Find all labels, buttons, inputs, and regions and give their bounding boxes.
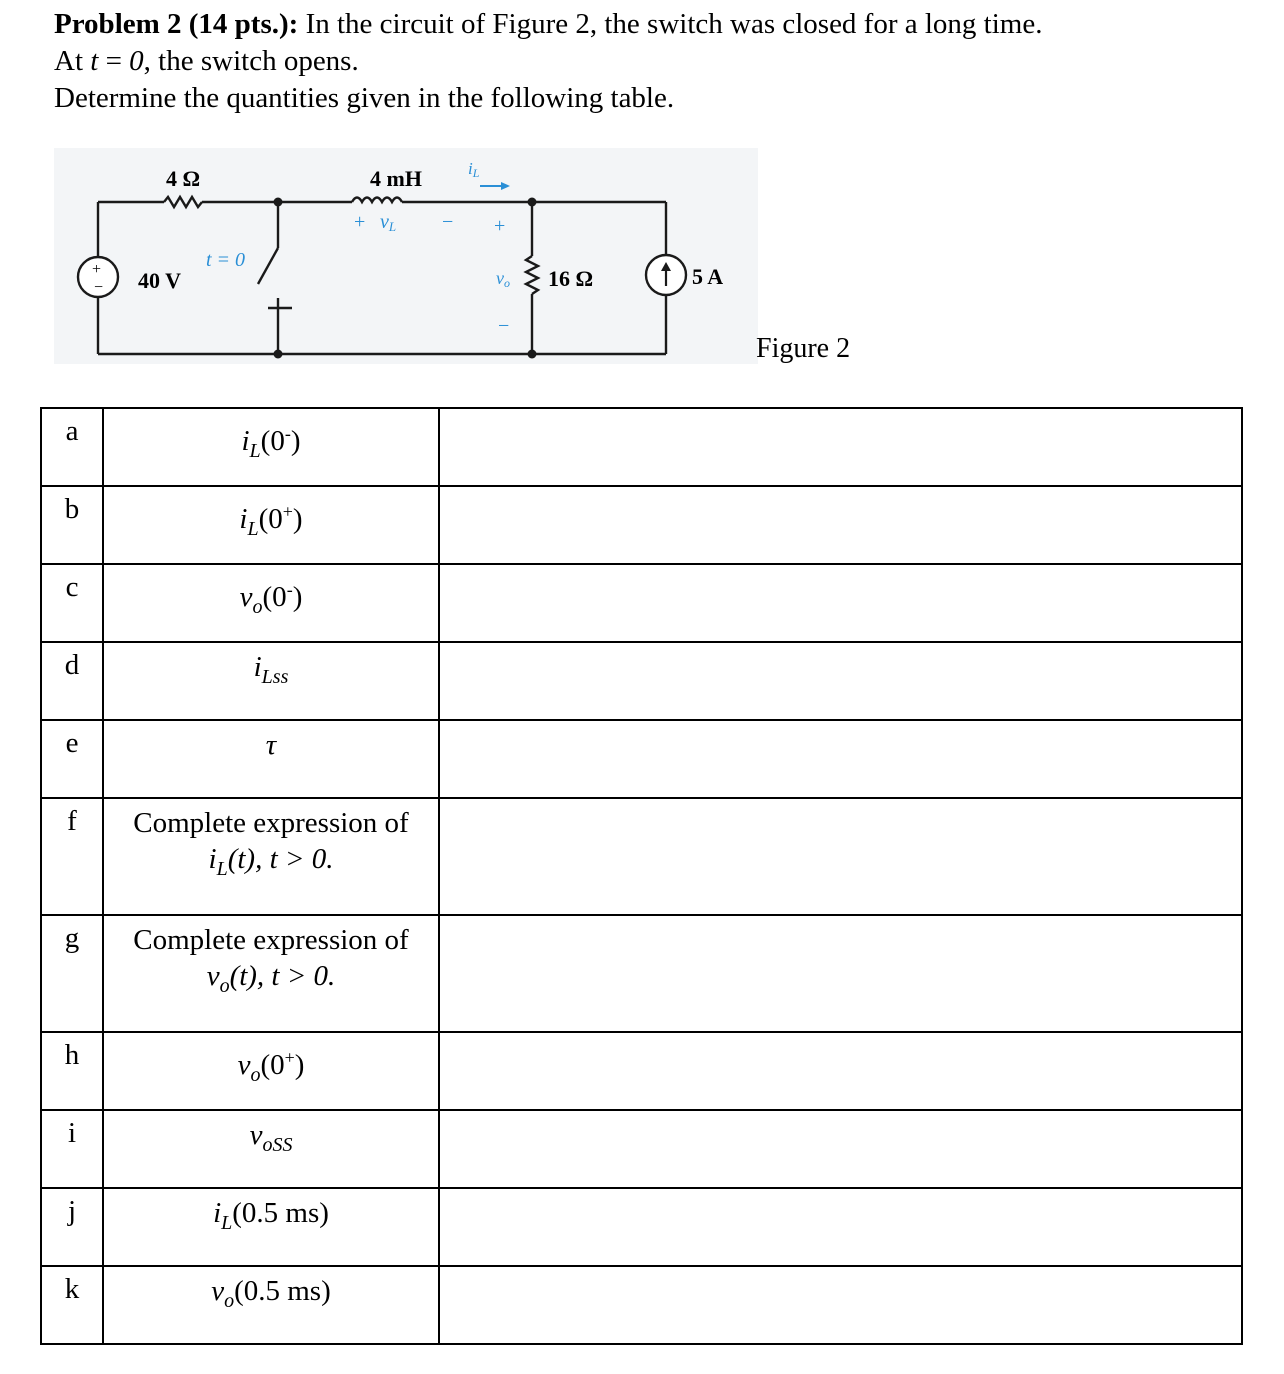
quantity-symbol: $i_{Lss}$ bbox=[253, 651, 289, 688]
quantity-symbol: $v_o(0.5$ ms) bbox=[211, 1275, 331, 1312]
label-vo-plus: + bbox=[494, 215, 506, 237]
row-quantity bbox=[103, 915, 439, 1032]
table-row bbox=[41, 798, 1242, 915]
table-row bbox=[41, 915, 1242, 1032]
row-quantity bbox=[103, 1032, 439, 1110]
answer-cell[interactable] bbox=[439, 486, 1242, 564]
answer-cell[interactable] bbox=[439, 720, 1242, 798]
table-row bbox=[41, 408, 1242, 486]
label-src-minus: − bbox=[94, 279, 104, 296]
table-row bbox=[41, 486, 1242, 564]
label-source-i: 5 A bbox=[692, 264, 724, 289]
answer-cell[interactable] bbox=[439, 642, 1242, 720]
label-r1: 4 Ω bbox=[166, 166, 201, 191]
answer-cell[interactable] bbox=[439, 1032, 1242, 1110]
row-letter: d bbox=[41, 642, 103, 720]
table-row bbox=[41, 564, 1242, 642]
equals-sign: = bbox=[98, 45, 130, 77]
row-letter: e bbox=[41, 720, 103, 798]
row-letter: i bbox=[41, 1110, 103, 1188]
answer-cell[interactable] bbox=[439, 408, 1242, 486]
label-vl: vL bbox=[380, 211, 397, 234]
figure-caption: Figure 2 bbox=[756, 333, 851, 364]
problem-label: Problem 2 (14 pts.): bbox=[54, 8, 299, 40]
row-quantity bbox=[103, 798, 439, 915]
label-vo: vo bbox=[496, 268, 510, 290]
table-row bbox=[41, 642, 1242, 720]
node-switch-top bbox=[274, 198, 283, 207]
node-r16-top bbox=[528, 198, 537, 207]
label-src-plus: + bbox=[92, 261, 102, 278]
table-row bbox=[41, 1266, 1242, 1344]
quantity-symbol: $v_o(0^-)$ bbox=[239, 579, 303, 618]
label-source-v: 40 V bbox=[138, 268, 181, 293]
row-letter: a bbox=[41, 408, 103, 486]
row-quantity bbox=[103, 642, 439, 720]
il-arrow-icon bbox=[480, 182, 510, 190]
inductor-4mH bbox=[352, 198, 402, 203]
circuit-figure bbox=[54, 148, 758, 364]
label-il: iL bbox=[468, 159, 480, 180]
answer-cell[interactable] bbox=[439, 915, 1242, 1032]
row-quantity bbox=[103, 1110, 439, 1188]
row-letter: f bbox=[41, 798, 103, 915]
label-vl-plus: + bbox=[354, 211, 366, 233]
quantity-symbol: τ bbox=[265, 729, 277, 761]
quantity-description: Complete expression of bbox=[133, 807, 409, 839]
switch-blade bbox=[258, 248, 278, 284]
quantity-symbol: $i_L(0^-)$ bbox=[241, 423, 301, 462]
resistor-4ohm bbox=[164, 197, 202, 207]
answer-cell[interactable] bbox=[439, 1110, 1242, 1188]
statement-text-2a: At bbox=[54, 45, 91, 77]
row-quantity bbox=[103, 486, 439, 564]
label-vl-minus: − bbox=[442, 211, 454, 233]
table-row bbox=[41, 1110, 1242, 1188]
quantity-symbol: $v_o(0^+)$ bbox=[237, 1047, 305, 1086]
node-switch-bottom bbox=[274, 350, 283, 359]
label-switch: t = 0 bbox=[206, 249, 246, 271]
statement-line-2 bbox=[54, 43, 1042, 80]
quantity-symbol: $i_L(0^+)$ bbox=[239, 501, 303, 540]
row-quantity bbox=[103, 564, 439, 642]
row-quantity bbox=[103, 408, 439, 486]
label-r2: 16 Ω bbox=[548, 266, 594, 291]
time-zero: 0 bbox=[129, 45, 144, 77]
answer-cell[interactable] bbox=[439, 564, 1242, 642]
node-r16-bottom bbox=[528, 350, 537, 359]
label-vo-minus: − bbox=[498, 315, 510, 337]
quantity-symbol: $i_L(0.5$ ms) bbox=[213, 1197, 329, 1234]
quantity-symbol: $v_{oSS}$ bbox=[249, 1119, 293, 1156]
time-variable: t bbox=[90, 45, 99, 77]
answer-cell[interactable] bbox=[439, 1266, 1242, 1344]
answer-cell[interactable] bbox=[439, 798, 1242, 915]
problem-statement bbox=[54, 6, 1042, 117]
row-quantity bbox=[103, 1188, 439, 1266]
table-row bbox=[41, 720, 1242, 798]
row-letter: k bbox=[41, 1266, 103, 1344]
circuit-diagram bbox=[54, 148, 758, 364]
row-letter: b bbox=[41, 486, 103, 564]
row-letter: h bbox=[41, 1032, 103, 1110]
row-letter: c bbox=[41, 564, 103, 642]
quantities-table bbox=[40, 407, 1243, 1345]
row-quantity bbox=[103, 720, 439, 798]
quantity-expression: $v_o(t)$, t > 0. bbox=[206, 960, 336, 997]
statement-text-2c: , the switch opens. bbox=[143, 45, 359, 77]
row-letter: j bbox=[41, 1188, 103, 1266]
row-letter: g bbox=[41, 915, 103, 1032]
statement-text-1: In the circuit of Figure 2, the switch was closed for a long time. bbox=[298, 8, 1043, 40]
statement-line-1 bbox=[54, 6, 1042, 43]
answer-cell[interactable] bbox=[439, 1188, 1242, 1266]
resistor-16ohm bbox=[526, 256, 538, 294]
row-quantity bbox=[103, 1266, 439, 1344]
table-row bbox=[41, 1188, 1242, 1266]
quantity-expression: $i_L(t)$, t > 0. bbox=[208, 843, 334, 880]
label-inductor: 4 mH bbox=[370, 166, 422, 191]
table-row bbox=[41, 1032, 1242, 1110]
quantity-description: Complete expression of bbox=[133, 924, 409, 956]
statement-line-3: Determine the quantities given in the following table. bbox=[54, 82, 675, 114]
